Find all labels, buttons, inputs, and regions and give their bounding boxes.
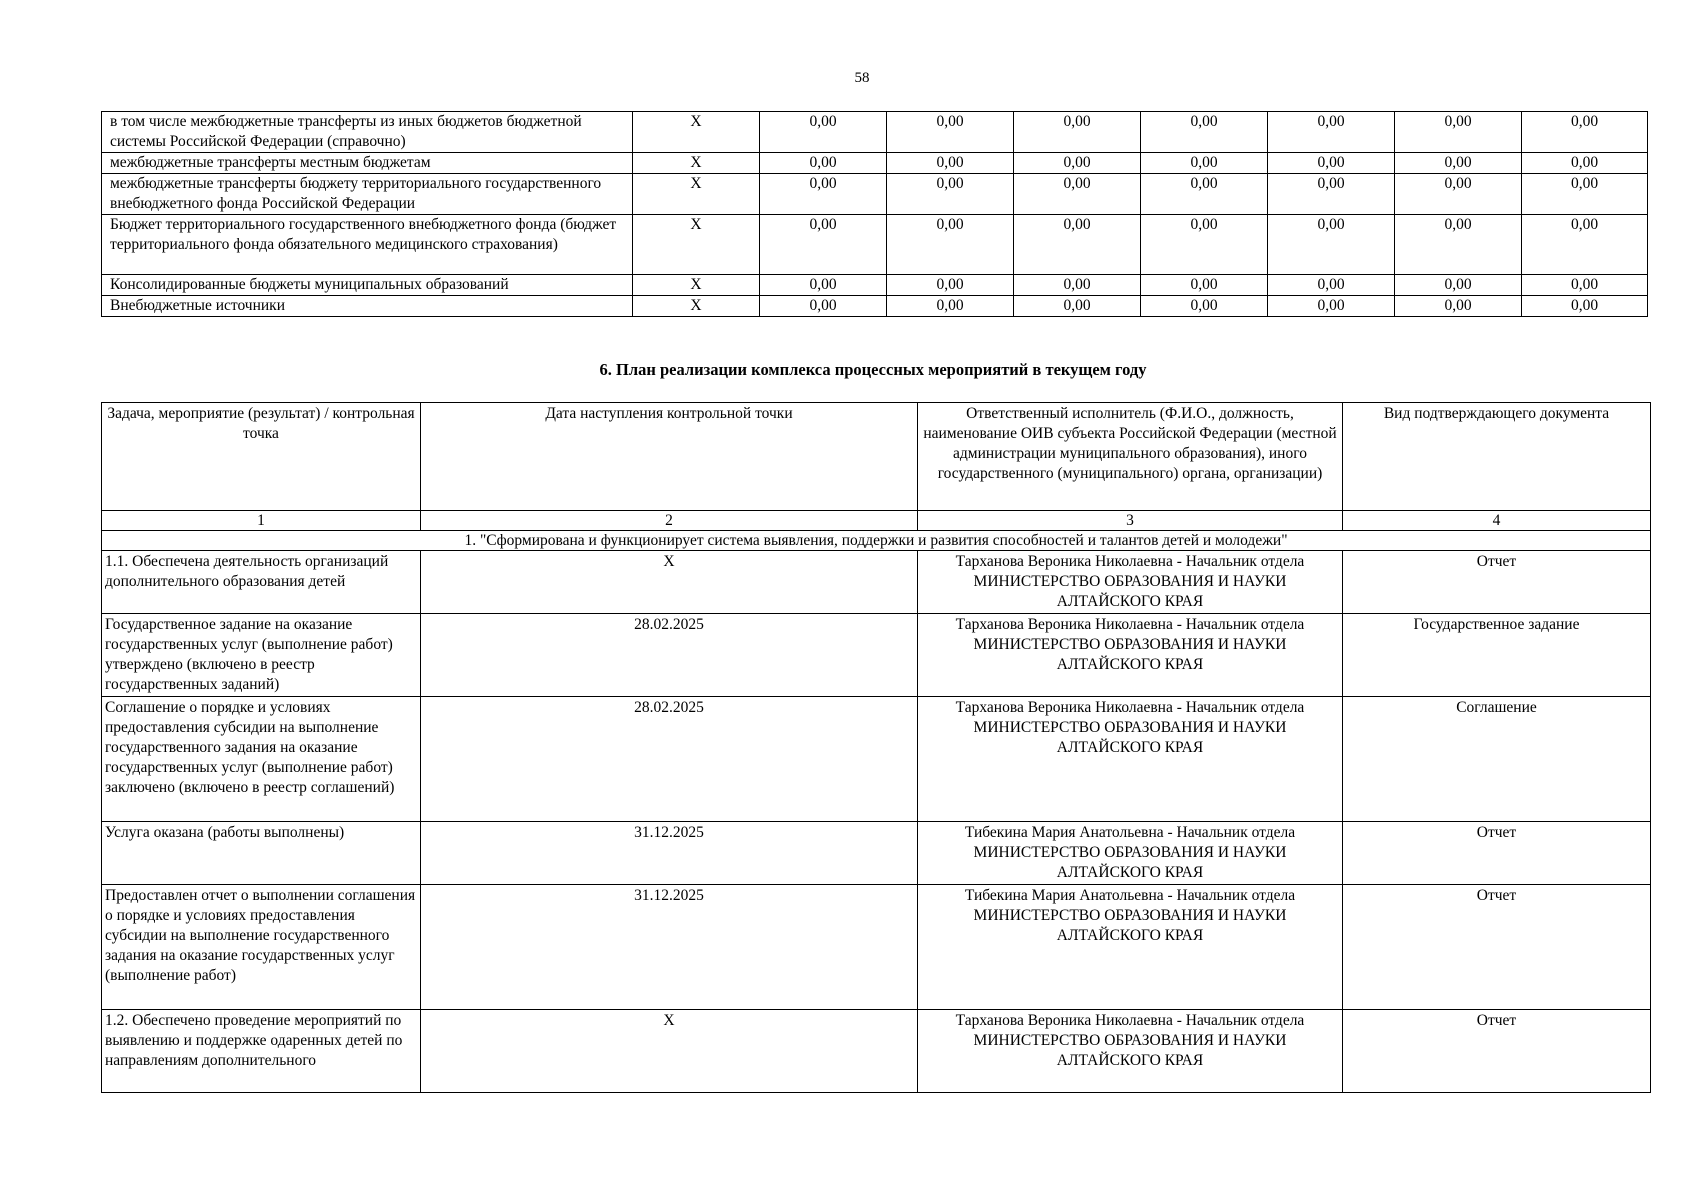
finance-row-value: 0,00 xyxy=(887,174,1014,215)
finance-row-value: 0,00 xyxy=(760,296,887,317)
finance-row-value: 0,00 xyxy=(1522,112,1648,153)
finance-row-value: 0,00 xyxy=(1268,296,1395,317)
finance-row-value: 0,00 xyxy=(1141,174,1268,215)
plan-row-date: 31.12.2025 xyxy=(421,822,918,885)
plan-row-task: Предоставлен отчет о выполнении соглашения о порядке и условиях предоставления субсидии на выполнение государственного задания на оказание государственных услуг (выполнение работ) xyxy=(102,885,421,1010)
finance-row-value: 0,00 xyxy=(1268,215,1395,275)
plan-row-document: Отчет xyxy=(1343,885,1651,1010)
finance-row-value: 0,00 xyxy=(887,153,1014,174)
column-number: 2 xyxy=(421,511,918,531)
plan-row xyxy=(102,1010,1651,1093)
finance-row-value: 0,00 xyxy=(1522,174,1648,215)
plan-row-responsible: Тарханова Вероника Николаевна - Начальник отдела МИНИСТЕРСТВО ОБРАЗОВАНИЯ И НАУКИ АЛТАЙСКОГО КРАЯ xyxy=(918,551,1343,614)
plan-row-date: 28.02.2025 xyxy=(421,614,918,697)
plan-row-responsible: Тибекина Мария Анатольевна - Начальник отдела МИНИСТЕРСТВО ОБРАЗОВАНИЯ И НАУКИ АЛТАЙСКОГО КРАЯ xyxy=(918,822,1343,885)
plan-row-date: X xyxy=(421,1010,918,1093)
plan-header-row xyxy=(102,403,1651,511)
finance-row-value: 0,00 xyxy=(760,153,887,174)
plan-row xyxy=(102,697,1651,822)
finance-row-label: Внебюджетные источники xyxy=(102,296,633,317)
page-number: 58 xyxy=(854,70,870,86)
finance-row-x: X xyxy=(633,112,760,153)
finance-row-value: 0,00 xyxy=(1522,215,1648,275)
section-heading: 1. "Сформирована и функционирует система выявления, поддержки и развития способностей и талантов детей и молодежи" xyxy=(102,531,1651,551)
finance-row xyxy=(102,153,1648,174)
finance-row-label: межбюджетные трансферты бюджету территориального государственного внебюджетного фонда Российской Федерации xyxy=(102,174,633,215)
finance-row-value: 0,00 xyxy=(1395,215,1522,275)
finance-row-value: 0,00 xyxy=(1522,296,1648,317)
finance-row xyxy=(102,112,1648,153)
plan-row-task: 1.2. Обеспечено проведение мероприятий по выявлению и поддержке одаренных детей по направлениям дополнительного xyxy=(102,1010,421,1093)
finance-row-value: 0,00 xyxy=(1268,153,1395,174)
finance-row-value: 0,00 xyxy=(887,112,1014,153)
header-task: Задача, мероприятие (результат) / контрольная точка xyxy=(102,403,421,511)
finance-row-value: 0,00 xyxy=(760,275,887,296)
finance-row-label: в том числе межбюджетные трансферты из иных бюджетов бюджетной системы Российской Федерации (справочно) xyxy=(102,112,633,153)
plan-row-responsible: Тарханова Вероника Николаевна - Начальник отдела МИНИСТЕРСТВО ОБРАЗОВАНИЯ И НАУКИ АЛТАЙСКОГО КРАЯ xyxy=(918,697,1343,822)
plan-row xyxy=(102,885,1651,1010)
finance-row-value: 0,00 xyxy=(1014,174,1141,215)
finance-row-value: 0,00 xyxy=(760,112,887,153)
finance-row-value: 0,00 xyxy=(1395,153,1522,174)
finance-row xyxy=(102,215,1648,275)
plan-row-responsible: Тарханова Вероника Николаевна - Начальник отдела МИНИСТЕРСТВО ОБРАЗОВАНИЯ И НАУКИ АЛТАЙСКОГО КРАЯ xyxy=(918,1010,1343,1093)
plan-row xyxy=(102,822,1651,885)
plan-row-task: 1.1. Обеспечена деятельность организаций дополнительного образования детей xyxy=(102,551,421,614)
finance-row xyxy=(102,296,1648,317)
section-title: 6. План реализации комплекса процессных мероприятий в текущем году xyxy=(599,360,1147,379)
column-number: 1 xyxy=(102,511,421,531)
plan-row-document: Соглашение xyxy=(1343,697,1651,822)
finance-row-value: 0,00 xyxy=(1014,296,1141,317)
finance-row-value: 0,00 xyxy=(1268,174,1395,215)
finance-row-value: 0,00 xyxy=(887,275,1014,296)
plan-row-date: X xyxy=(421,551,918,614)
finance-row-value: 0,00 xyxy=(1522,153,1648,174)
finance-row-value: 0,00 xyxy=(887,215,1014,275)
finance-row-value: 0,00 xyxy=(1395,275,1522,296)
finance-row-x: X xyxy=(633,153,760,174)
finance-table xyxy=(101,111,1648,317)
finance-row-value: 0,00 xyxy=(760,215,887,275)
column-number: 4 xyxy=(1343,511,1651,531)
plan-row xyxy=(102,551,1651,614)
plan-row-document: Отчет xyxy=(1343,822,1651,885)
finance-row-value: 0,00 xyxy=(1141,275,1268,296)
header-date: Дата наступления контрольной точки xyxy=(421,403,918,511)
plan-section-row xyxy=(102,531,1651,551)
plan-row xyxy=(102,614,1651,697)
finance-row-value: 0,00 xyxy=(1014,275,1141,296)
finance-row-value: 0,00 xyxy=(1395,112,1522,153)
plan-row-responsible: Тарханова Вероника Николаевна - Начальник отдела МИНИСТЕРСТВО ОБРАЗОВАНИЯ И НАУКИ АЛТАЙСКОГО КРАЯ xyxy=(918,614,1343,697)
finance-row-value: 0,00 xyxy=(1014,153,1141,174)
finance-row-value: 0,00 xyxy=(1395,174,1522,215)
finance-row-x: X xyxy=(633,296,760,317)
plan-table xyxy=(101,402,1651,1093)
finance-row-x: X xyxy=(633,275,760,296)
finance-row xyxy=(102,275,1648,296)
column-number: 3 xyxy=(918,511,1343,531)
finance-row-label: Бюджет территориального государственного внебюджетного фонда (бюджет территориального фонда обязательного медицинского страхования) xyxy=(102,215,633,275)
plan-column-numbers-row xyxy=(102,511,1651,531)
finance-row-label: Консолидированные бюджеты муниципальных образований xyxy=(102,275,633,296)
finance-row-value: 0,00 xyxy=(1522,275,1648,296)
finance-row-value: 0,00 xyxy=(760,174,887,215)
finance-row-value: 0,00 xyxy=(1395,296,1522,317)
finance-row-value: 0,00 xyxy=(1268,112,1395,153)
plan-row-task: Услуга оказана (работы выполнены) xyxy=(102,822,421,885)
finance-row-value: 0,00 xyxy=(1014,215,1141,275)
finance-row-value: 0,00 xyxy=(1141,112,1268,153)
plan-row-document: Отчет xyxy=(1343,551,1651,614)
finance-row-value: 0,00 xyxy=(1268,275,1395,296)
plan-row-task: Соглашение о порядке и условиях предоставления субсидии на выполнение государственного задания на оказание государственных услуг (выполнение работ) заключено (включено в реестр соглашений) xyxy=(102,697,421,822)
plan-row-responsible: Тибекина Мария Анатольевна - Начальник отдела МИНИСТЕРСТВО ОБРАЗОВАНИЯ И НАУКИ АЛТАЙСКОГО КРАЯ xyxy=(918,885,1343,1010)
finance-row-x: X xyxy=(633,174,760,215)
finance-row-value: 0,00 xyxy=(1014,112,1141,153)
plan-row-date: 31.12.2025 xyxy=(421,885,918,1010)
finance-row-label: межбюджетные трансферты местным бюджетам xyxy=(102,153,633,174)
finance-row-value: 0,00 xyxy=(887,296,1014,317)
finance-row-x: X xyxy=(633,215,760,275)
finance-row xyxy=(102,174,1648,215)
header-responsible: Ответственный исполнитель (Ф.И.О., должность, наименование ОИВ субъекта Российской Федерации (местной администрации муниципального образования), иного государственного (муниципального) органа, организации) xyxy=(918,403,1343,511)
plan-row-document: Государственное задание xyxy=(1343,614,1651,697)
header-document: Вид подтверждающего документа xyxy=(1343,403,1651,511)
plan-row-task: Государственное задание на оказание государственных услуг (выполнение работ) утверждено (включено в реестр государственных заданий) xyxy=(102,614,421,697)
finance-row-value: 0,00 xyxy=(1141,215,1268,275)
finance-row-value: 0,00 xyxy=(1141,153,1268,174)
plan-row-date: 28.02.2025 xyxy=(421,697,918,822)
plan-row-document: Отчет xyxy=(1343,1010,1651,1093)
finance-row-value: 0,00 xyxy=(1141,296,1268,317)
